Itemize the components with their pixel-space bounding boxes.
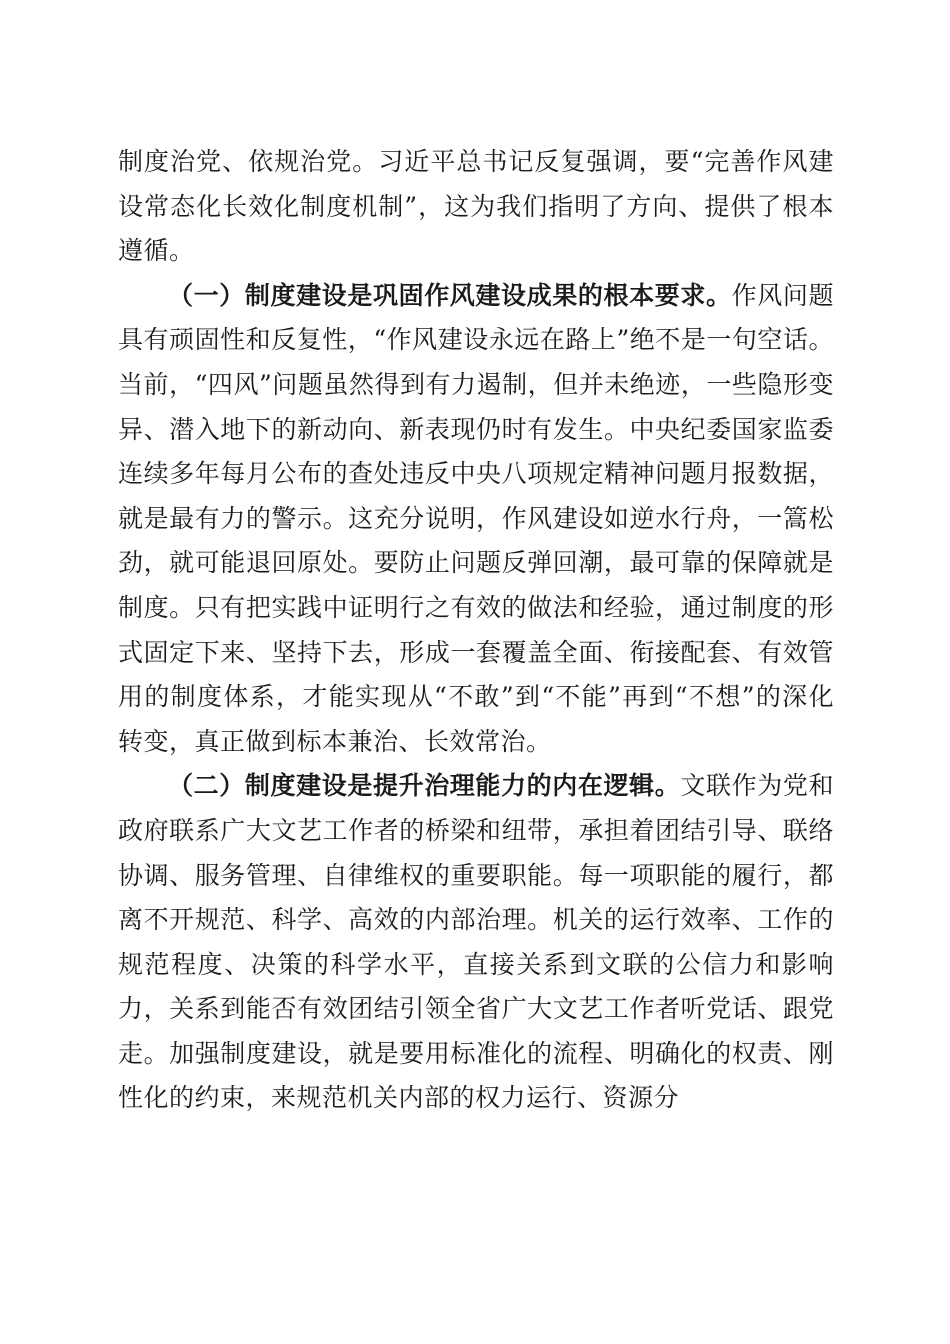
paragraph-intro-text: 制度治党、依规治党。习近平总书记反复强调，要“完善作风建设常态化长效化制度机制”，这为我们指明了方向、提供了根本遵循。 <box>118 147 834 266</box>
section-one-heading: （一）制度建设是巩固作风建设成果的根本要求。 <box>168 280 732 310</box>
section-two-text: 文联作为党和政府联系广大文艺工作者的桥梁和纽带，承担着团结引导、联络协调、服务管理、自律维权的重要职能。每一项职能的履行，都离不开规范、科学、高效的内部治理。机关的运行效率、工作的规范程度、决策的科学水平，直接关系到文联的公信力和影响力，关系到能否有效团结引领全省广大文艺工作者听党话、跟党走。加强制度建设，就是要用标准化的流程、明确化的权责、刚性化的约束，来规范机关内部的权力运行、资源分 <box>118 771 834 1113</box>
section-one-text: 作风问题具有顽固性和反复性，“作风建设永远在路上”绝不是一句空话。当前，“四风”问题虽然得到有力遏制，但并未绝迹，一些隐形变异、潜入地下的新动向、新表现仍时有发生。中央纪委国家监委连续多年每月公布的查处违反中央八项规定精神问题月报数据，就是最有力的警示。这充分说明，作风建设如逆水行舟，一篙松劲，就可能退回原处。要防止问题反弹回潮，最可靠的保障就是制度。只有把实践中证明行之有效的做法和经验，通过制度的形式固定下来、坚持下去，形成一套覆盖全面、衔接配套、有效管用的制度体系，才能实现从“不敢”到“不能”再到“不想”的深化转变，真正做到标本兼治、长效常治。 <box>118 280 834 756</box>
paragraph-intro <box>118 140 834 274</box>
paragraph-section-two <box>118 764 834 1121</box>
document-body <box>118 140 834 1121</box>
section-two-heading: （二）制度建设是提升治理能力的内在逻辑。 <box>168 771 681 801</box>
paragraph-section-one <box>118 274 834 765</box>
